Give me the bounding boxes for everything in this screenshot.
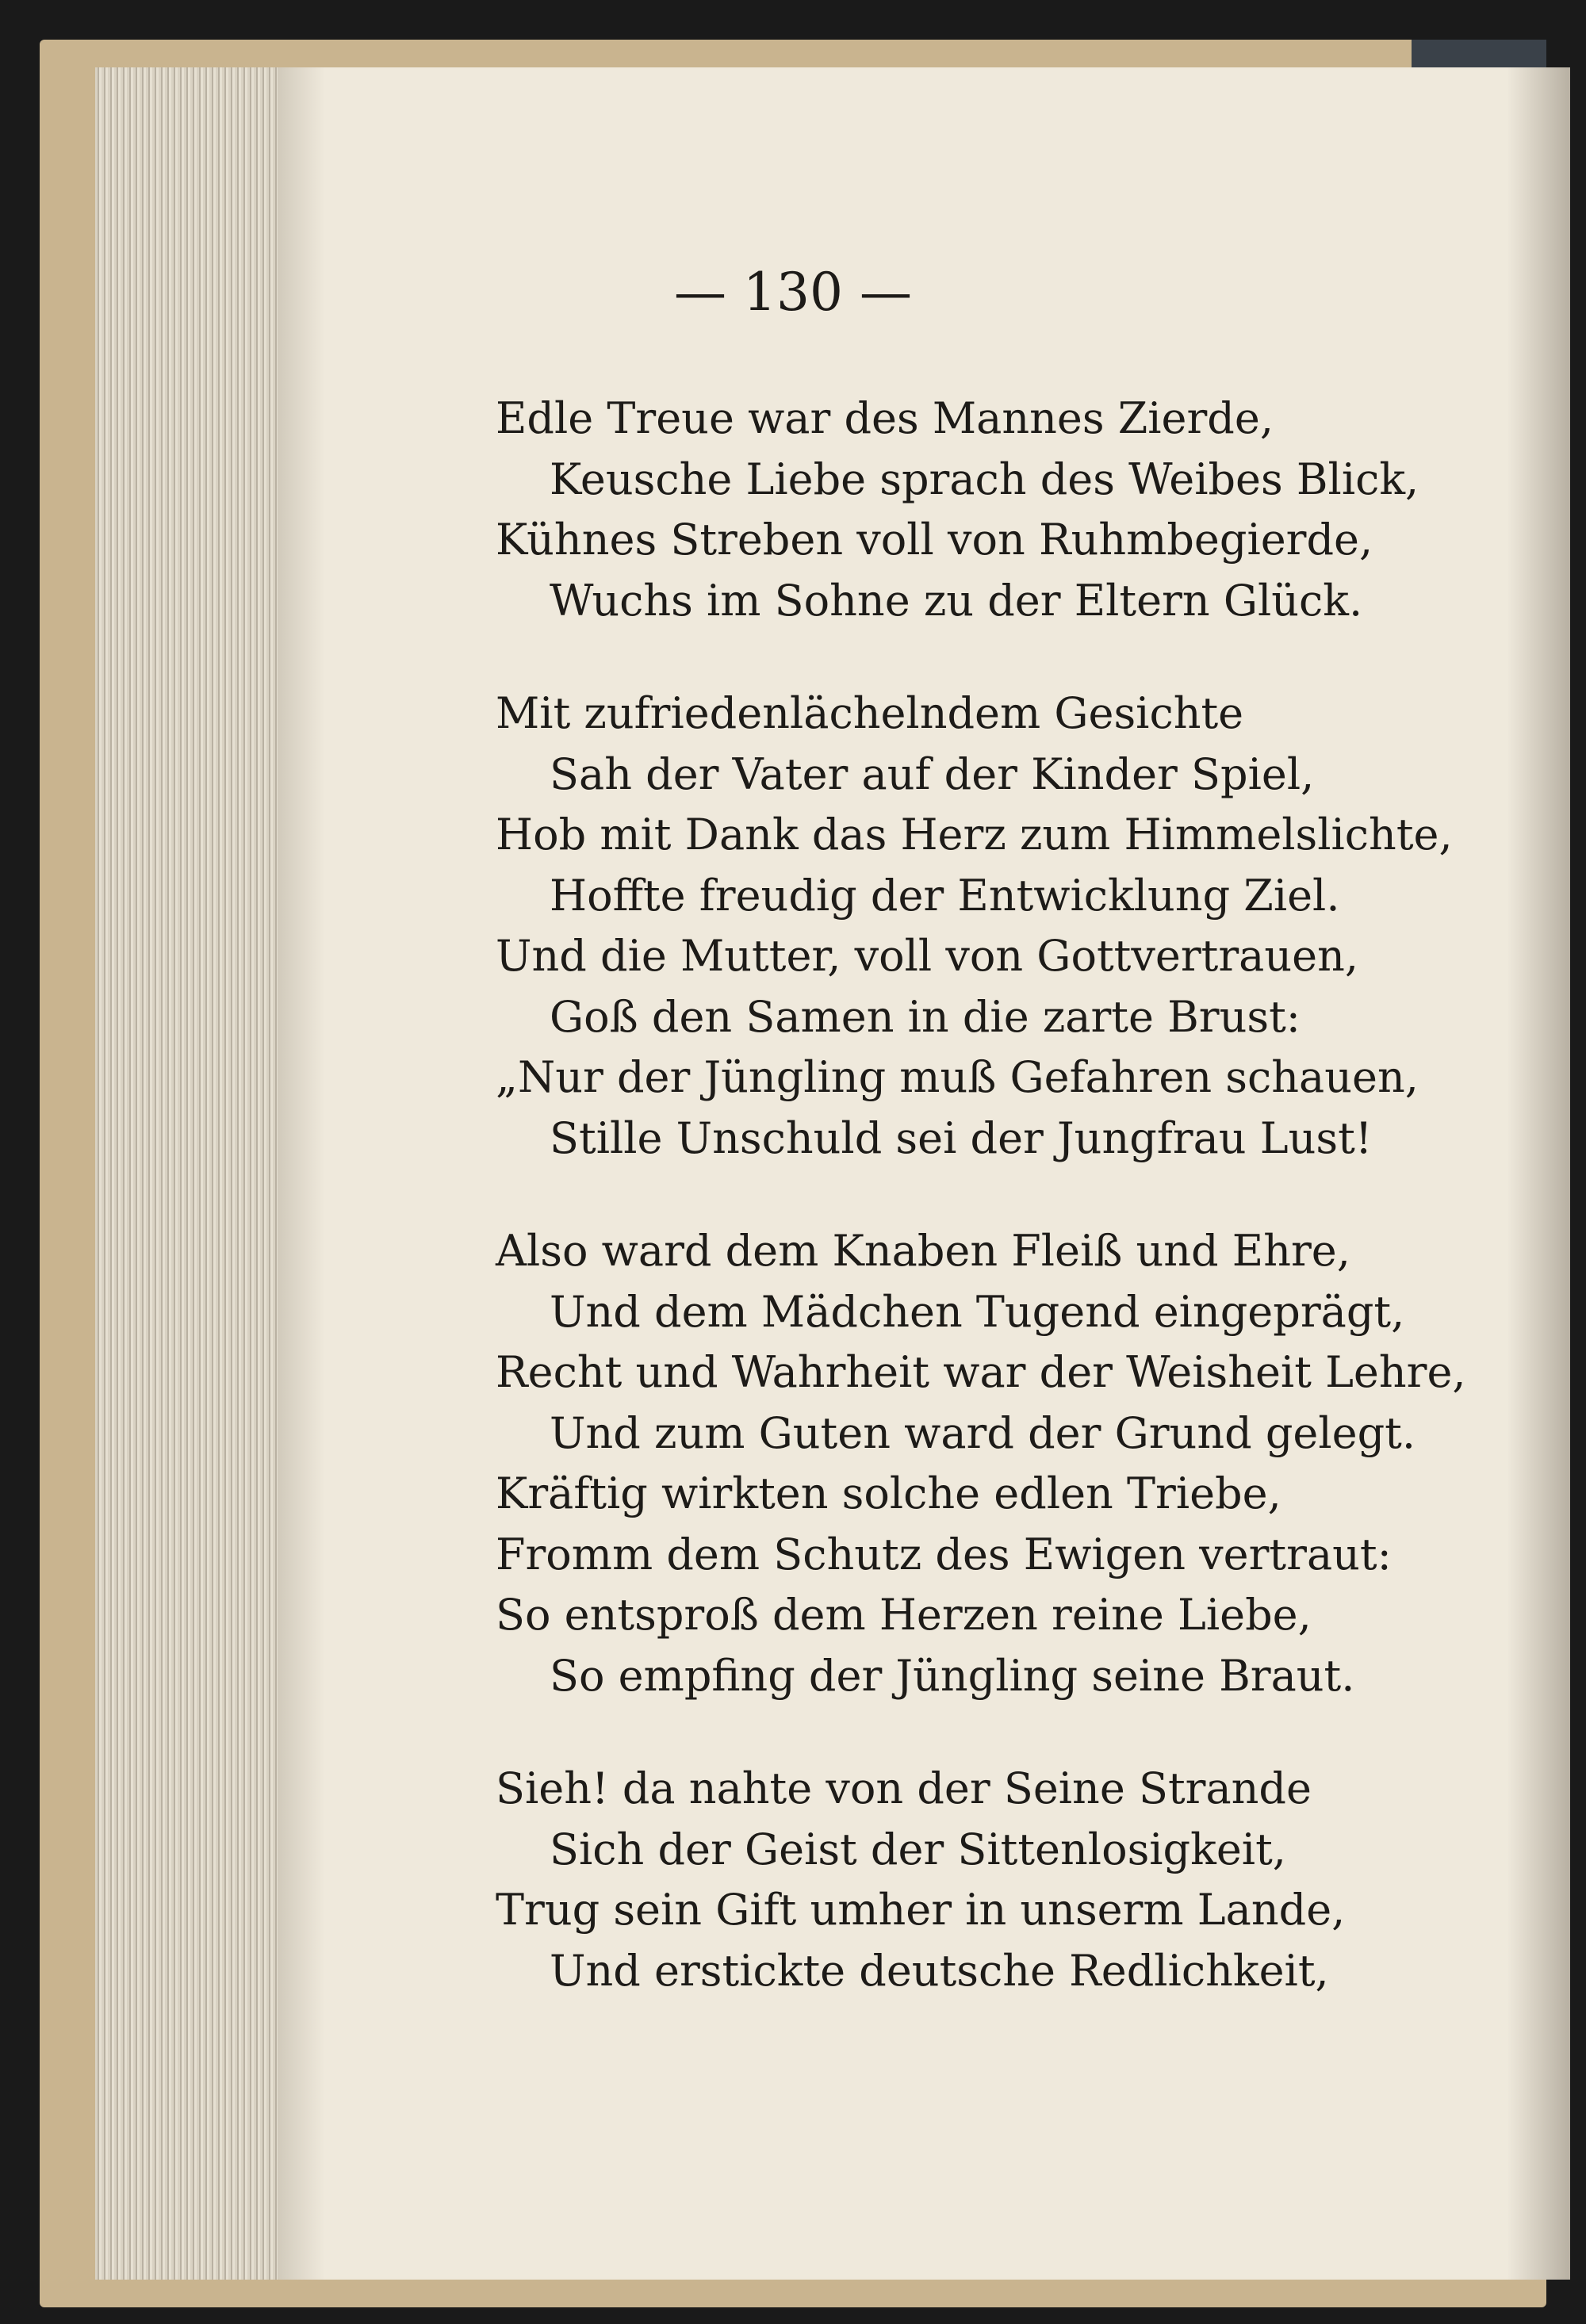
poem-line: Kräftig wirkten solche edlen Triebe, bbox=[496, 1468, 1281, 1518]
stanza-2 bbox=[496, 683, 1542, 1169]
poem-line: Mit zufriedenlächelndem Gesichte bbox=[496, 688, 1244, 738]
poem-line: „Nur der Jüngling muß Gefahren schauen, bbox=[496, 1052, 1419, 1102]
poem-line: Und dem Mädchen Tugend eingeprägt, bbox=[550, 1286, 1405, 1337]
page-number-header: — 130 — bbox=[674, 262, 912, 323]
poem-line: Keusche Liebe sprach des Weibes Blick, bbox=[550, 454, 1419, 504]
poem-line: Hoffte freudig der Entwicklung Ziel. bbox=[550, 870, 1340, 921]
poem-line: Sich der Geist der Sittenlosigkeit, bbox=[550, 1824, 1286, 1874]
poem-line: Recht und Wahrheit war der Weisheit Lehre, bbox=[496, 1347, 1466, 1397]
stanza-1 bbox=[496, 389, 1542, 631]
poem-text bbox=[496, 389, 1542, 2054]
poem-line: Stille Unschuld sei der Jungfrau Lust! bbox=[550, 1112, 1373, 1163]
poem-line: Sieh! da nahte von der Seine Strande bbox=[496, 1763, 1312, 1813]
poem-line: Und die Mutter, voll von Gottvertrauen, bbox=[496, 931, 1359, 981]
poem-line: Goß den Samen in die zarte Brust: bbox=[550, 991, 1301, 1042]
stanza-3 bbox=[496, 1221, 1542, 1706]
poem-line: Also ward dem Knaben Fleiß und Ehre, bbox=[496, 1226, 1350, 1276]
poem-line: Wuchs im Sohne zu der Eltern Glück. bbox=[550, 575, 1363, 626]
poem-line: So entsproß dem Herzen reine Liebe, bbox=[496, 1590, 1312, 1640]
poem-line: Hob mit Dank das Herz zum Himmelslichte, bbox=[496, 810, 1453, 860]
poem-line: Edle Treue war des Mannes Zierde, bbox=[496, 393, 1274, 443]
poem-line: Trug sein Gift umher in unserm Lande, bbox=[496, 1885, 1346, 1935]
poem-line: Und erstickte deutsche Redlichkeit, bbox=[550, 1945, 1329, 1996]
poem-line: Fromm dem Schutz des Ewigen vertraut: bbox=[496, 1529, 1392, 1579]
poem-line: Sah der Vater auf der Kinder Spiel, bbox=[550, 749, 1315, 799]
gutter-shadow bbox=[278, 67, 325, 2280]
page-edges bbox=[95, 67, 278, 2280]
poem-line: Und zum Guten ward der Grund gelegt. bbox=[550, 1407, 1416, 1458]
poem-line: So empfing der Jüngling seine Braut. bbox=[550, 1650, 1355, 1701]
stanza-4 bbox=[496, 1759, 1542, 2001]
poem-line: Kühnes Streben voll von Ruhmbegierde, bbox=[496, 515, 1373, 565]
